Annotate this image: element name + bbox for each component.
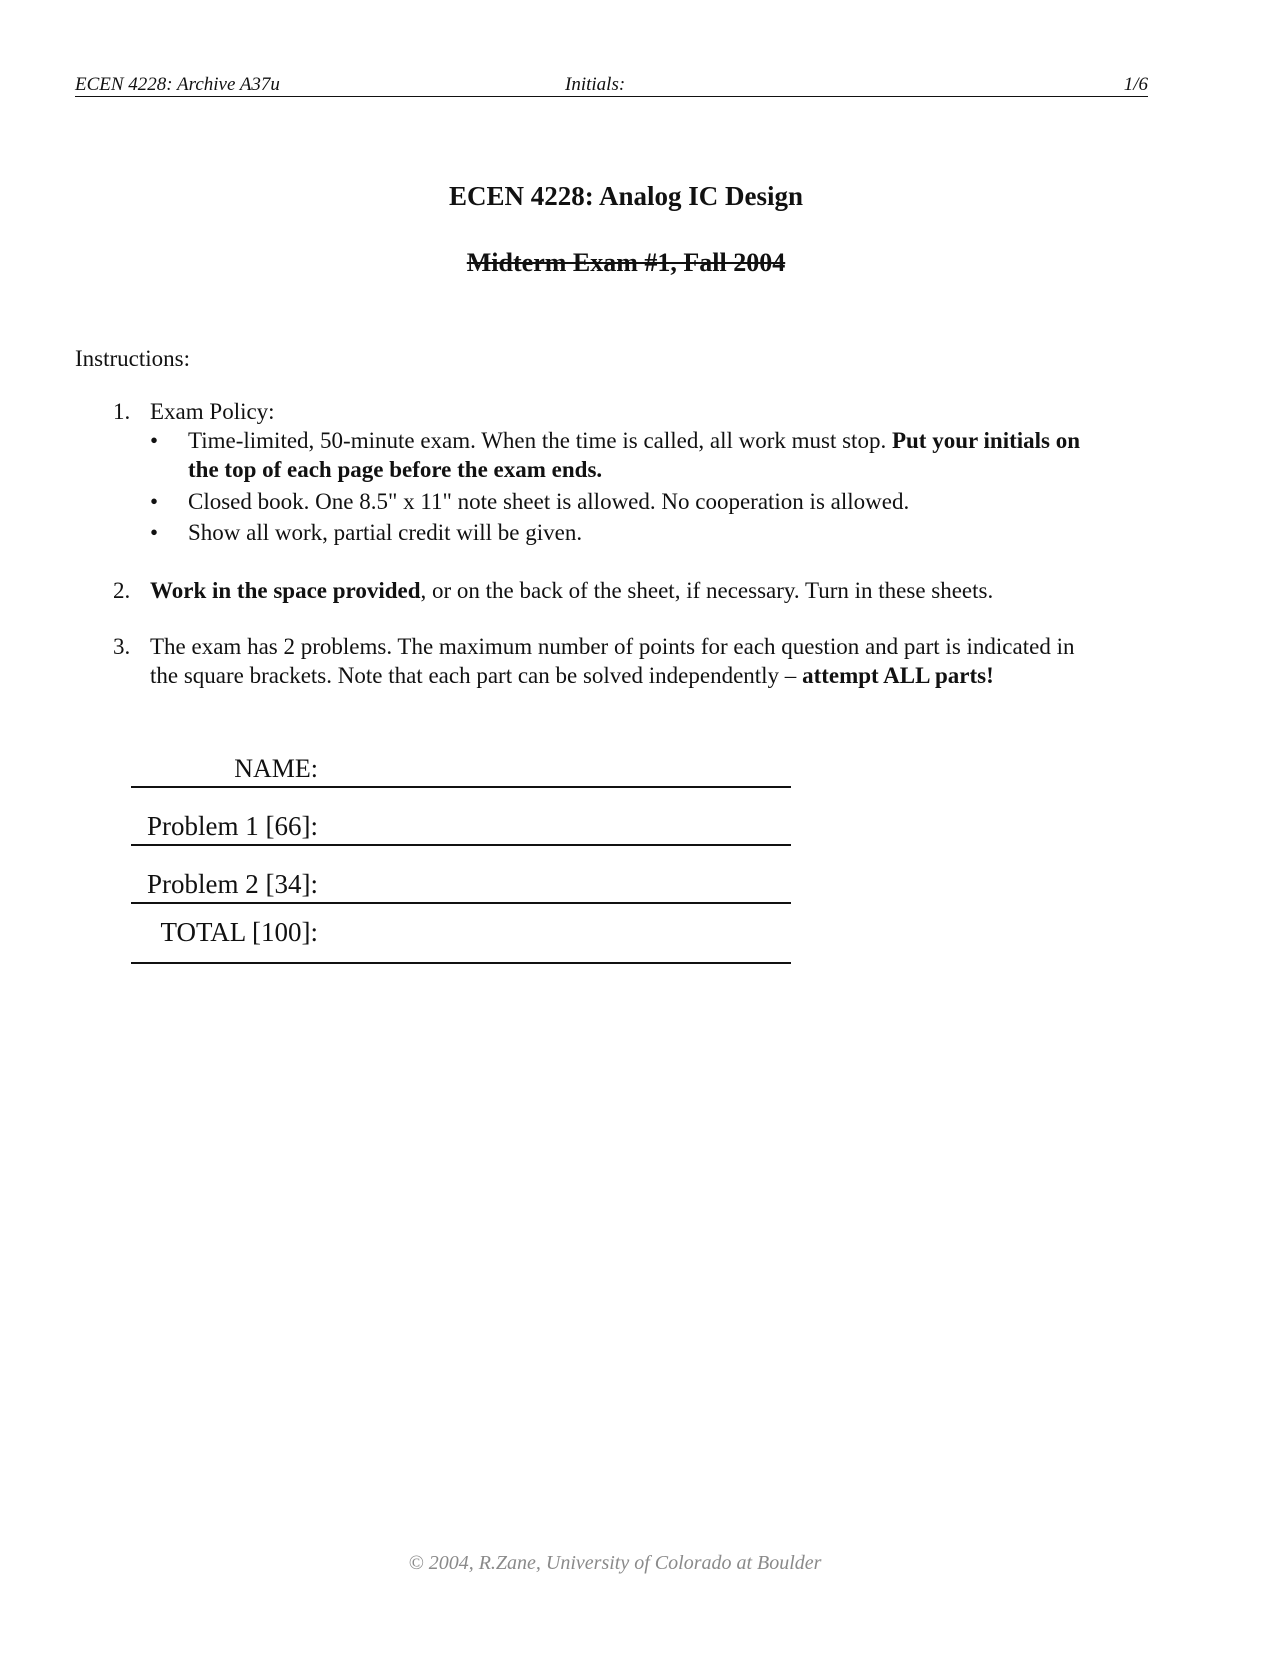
problem-2-score-field[interactable] [131,846,791,904]
instructions-label: Instructions: [75,346,190,371]
page-title: ECEN 4228: Analog IC Design [448,181,804,211]
score-table [131,748,791,964]
name-label: NAME: [234,754,318,783]
policy-bullet-3 [0,518,1252,548]
item-text: Work in the space provided, or on the back of the sheet, if necessary. Turn in these sheets. [150,578,994,603]
item-text: the square brackets. Note that each part can be solved independently – attempt ALL parts! [150,663,994,688]
item-number: 2. [113,578,131,603]
bullet-text: Closed book. One 8.5" x 11" note sheet is allowed. No cooperation is allowed. [188,489,910,514]
problem-1-score-field[interactable] [131,788,791,846]
total-label: TOTAL [100]: [160,917,318,947]
header-page-number: 1/6 [1123,74,1148,95]
item-text: The exam has 2 problems. The maximum number of points for each question and part is indicated in [150,634,1075,659]
page-header [75,72,1148,97]
copyright-footer: © 2004, R.Zane, University of Colorado at Boulder [408,1552,822,1574]
name-field[interactable] [131,748,791,788]
problem-2-label: Problem 2 [34]: [147,869,318,899]
exam-subtitle: Midterm Exam #1, Fall 2004 [466,248,786,277]
policy-bullet-2 [0,487,1252,517]
instruction-item-3-continued [0,661,1252,691]
problem-1-label: Problem 1 [66]: [147,811,318,841]
instruction-item-2 [0,576,1252,606]
header-course-archive: ECEN 4228: Archive A37u [75,74,280,95]
item-number: 3. [113,634,131,659]
policy-bullet-1 [0,426,1252,456]
bullet-text-bold: the top of each page before the exam ends. [188,457,603,482]
instruction-item-3 [0,632,1252,662]
bullet-symbol: • [150,489,159,514]
instruction-item-1 [0,397,1252,427]
bullet-text: Time-limited, 50-minute exam. When the time is called, all work must stop. Put your initials on [188,428,1081,453]
header-initials-label: Initials: [565,74,626,95]
bullet-text: Show all work, partial credit will be given. [188,520,583,545]
bullet-symbol: • [150,520,159,545]
item-text: Exam Policy: [150,399,275,424]
bullet-symbol: • [150,428,159,453]
item-number: 1. [113,399,131,424]
policy-bullet-1-continued [0,455,1252,485]
total-score-field[interactable] [131,904,791,964]
